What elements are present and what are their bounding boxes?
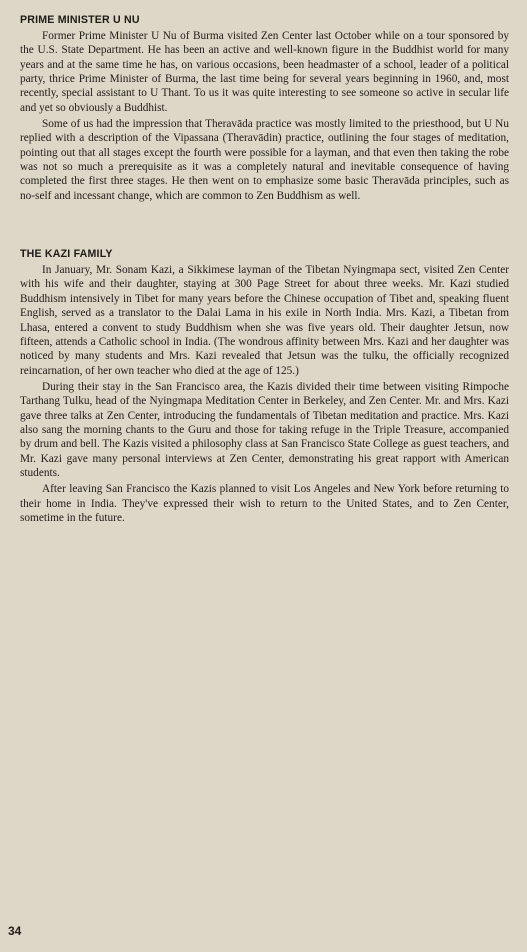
paragraph: Former Prime Minister U Nu of Burma visited Zen Center last October while on a tour sponsored by the U.S. State Department. He has been an active and well-known figure in the Buddhist world for many years and at the same time he has, on various occasions, been headmaster of a school, leader of a political party, thrice Prime Minister of Burma, the last time being for several years beginning in 1960, and, most recently, special assistant to U Thant. To us it was quite interesting to see someone so active in secular life and yet so obviously a Buddhist. [20, 30, 509, 114]
section-spacer [20, 205, 509, 248]
paragraph: After leaving San Francisco the Kazis planned to visit Los Angeles and New York before returning to their home in India. They've expressed their wish to return to the United States, and to Zen Center, sometime in the future. [20, 483, 509, 524]
paragraph: In January, Mr. Sonam Kazi, a Sikkimese layman of the Tibetan Nyingmapa sect, visited Zen Center with his wife and their daughter, staying at 300 Page Street for about three weeks. Mr. Kazi studied Buddhism intensively in Tibet for many years before the Chinese occupation of Tibet and, speaking fluent English, served as a translator to the Dalai Lama in his exile in North India. Mrs. Kazi, a Tibetan from Lhasa, entered a convent to study Buddhism when she was five years old. Their daughter Jetsun, now fifteen, attends a Catholic school in India. (The wondrous affinity between Mrs. Kazi and her daughter was noticed by many students and Mrs. Kazi revealed that Jetsun was the tulku, the officially recognized reincarnation, of her own teacher who died at the age of 125.) [20, 264, 509, 377]
section-title-kazi-family: THE KAZI FAMILY [20, 248, 113, 261]
paragraph: During their stay in the San Francisco area, the Kazis divided their time between visiting Rimpoche Tarthang Tulku, head of the Nyingmapa Meditation Center in Berkeley, and Zen Center. Mr. and Mrs. Kazi gave three talks at Zen Center, introducing the fundamentals of Tibetan meditation and practice. Mrs. Kazi also sang the morning chants to the Guru and those for taking refuge in the Triple Treasure, accompanied by drum and bell. The Kazis visited a philosophy class at San Francisco State College as guest teachers, and Mr. Kazi gave many personal interviews at Zen Center, demonstrating his great rapport with American students. [20, 380, 509, 479]
paragraph: Some of us had the impression that Theravāda practice was mostly limited to the priesthood, but U Nu replied with a description of the Vipassana (Theravādin) practice, outlining the four stages of meditation, pointing out that all stages except the fourth were possible for a layman, and that even then taking the robe was not so much a prerequisite as it was a completely natural and inevitable consequence of having completed the first three stages. He then went on to emphasize some basic Theravāda principles, such as no-self and incessant change, which are common to Zen Buddhism as well. [20, 118, 509, 202]
section-title-prime-minister: PRIME MINISTER U NU [20, 14, 140, 26]
page-number: 34 [8, 924, 22, 938]
